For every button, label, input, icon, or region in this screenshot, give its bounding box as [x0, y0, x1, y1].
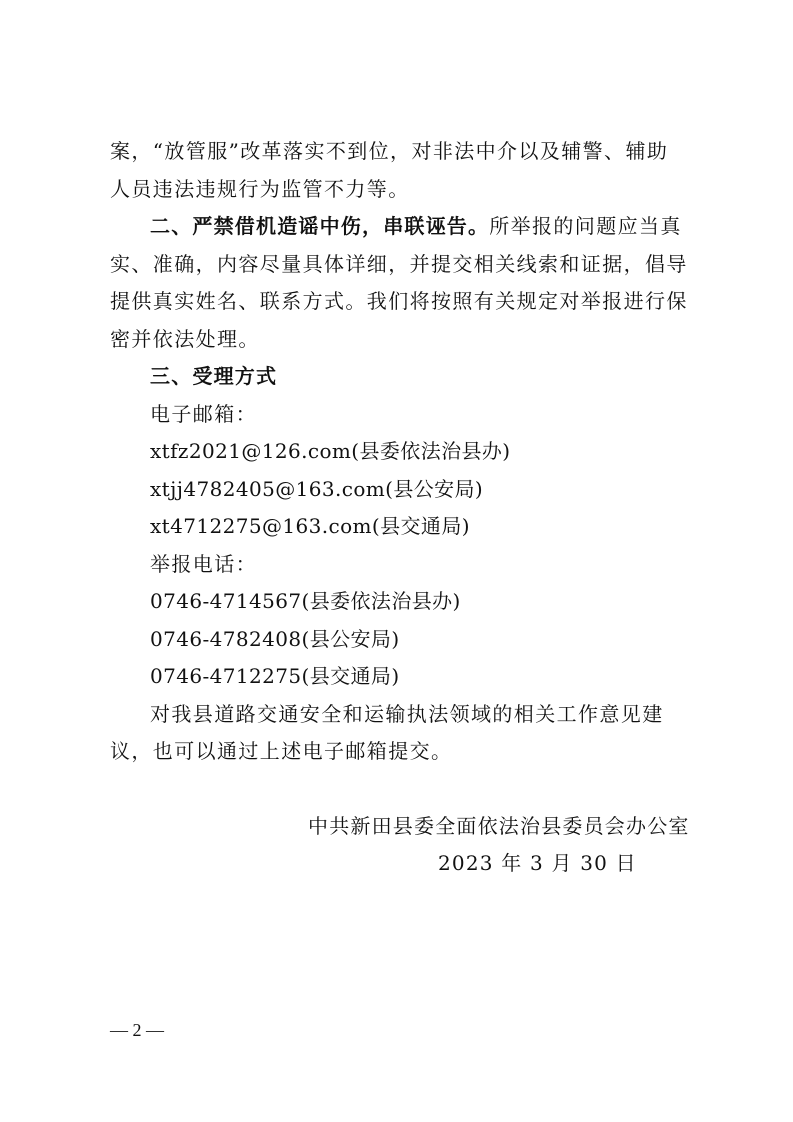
signature-organization: 中共新田县委全面依法治县委员会办公室: [308, 814, 690, 838]
section3-heading: 三、受理方式: [150, 364, 278, 388]
section2-line2: 实、准确，内容尽量具体详细，并提交相关线索和证据，倡导: [110, 252, 688, 276]
email-item: xt4712275@163.com(县交通局): [150, 514, 470, 538]
phone-item: 0746-4714567(县委依法治县办): [150, 589, 461, 613]
section2-first-line: [150, 211, 682, 241]
section2-heading: 二、严禁借机造谣中伤，串联诬告。: [150, 214, 490, 238]
section2-line3: 提供真实姓名、联系方式。我们将按照有关规定对举报进行保: [110, 289, 688, 313]
paragraph1-line2: 人员违法违规行为监管不力等。: [110, 177, 410, 201]
email-item: xtfz2021@126.com(县委依法治县办): [150, 439, 511, 463]
section2-line1-rest: 所举报的问题应当真: [489, 214, 682, 238]
signature-date: 2023 年 3 月 30 日: [438, 851, 637, 875]
section2-line4: 密并依法处理。: [110, 327, 260, 351]
phone-label: 举报电话：: [150, 552, 257, 576]
paragraph1-line1: 案，“放管服”改革落实不到位，对非法中介以及辅警、辅助: [110, 139, 669, 163]
closing-line2: 议，也可以通过上述电子邮箱提交。: [110, 739, 453, 763]
email-item: xtjj4782405@163.com(县公安局): [150, 477, 484, 501]
page-number: — 2 —: [110, 1020, 164, 1040]
phone-item: 0746-4782408(县公安局): [150, 627, 400, 651]
email-label: 电子邮箱：: [150, 402, 257, 426]
phone-item: 0746-4712275(县交通局): [150, 664, 400, 688]
closing-line1: 对我县道路交通安全和运输执法领域的相关工作意见建: [150, 702, 664, 726]
